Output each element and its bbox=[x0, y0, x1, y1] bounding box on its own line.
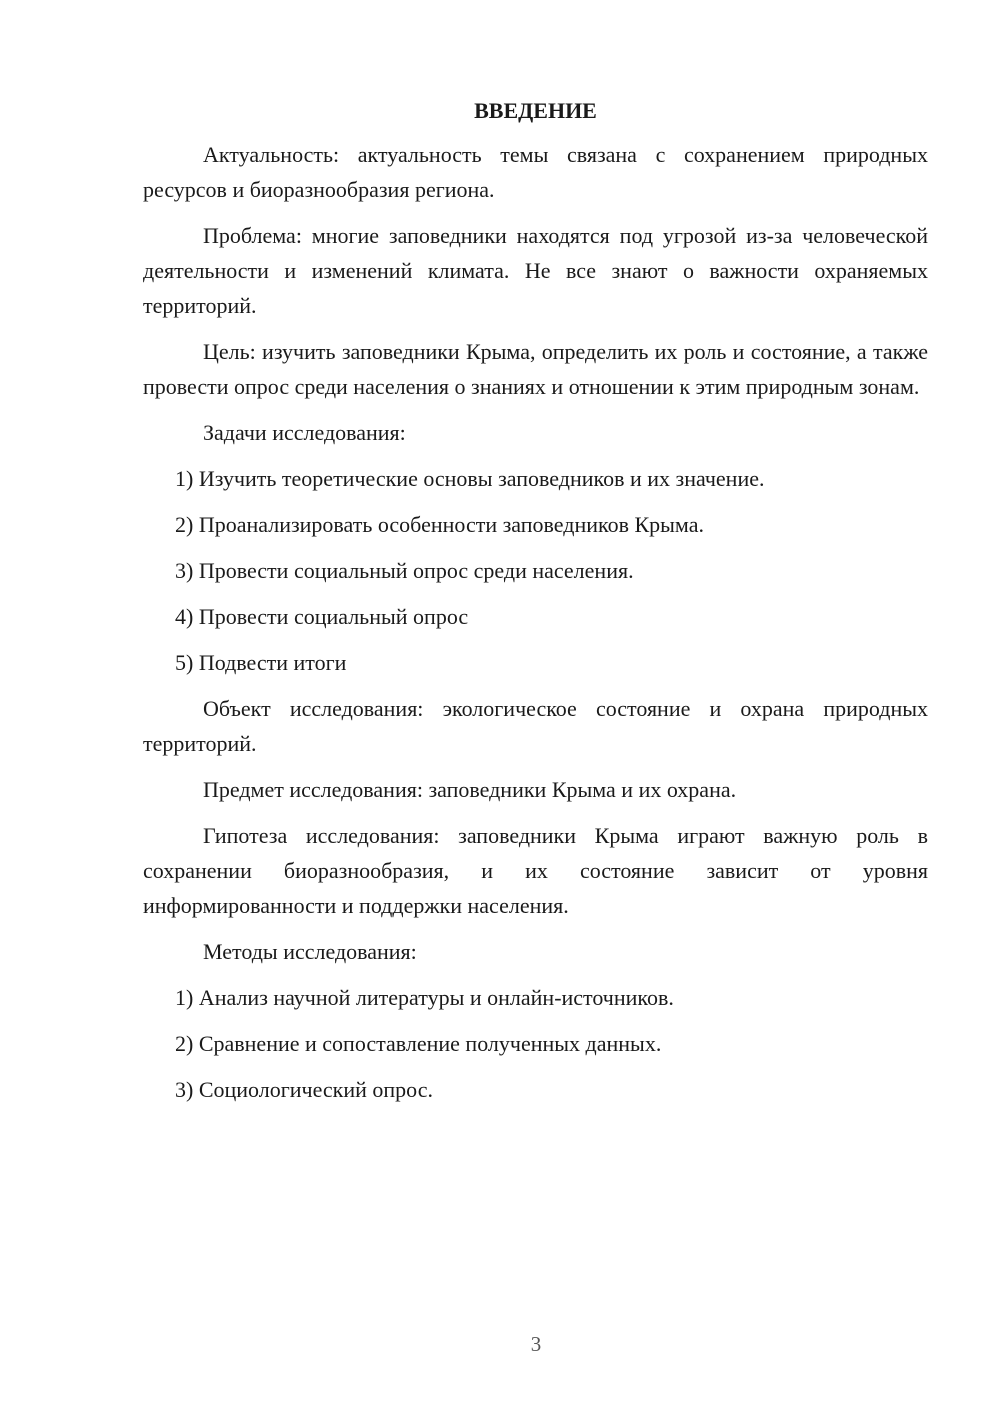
task-item: 3) Провести социальный опрос среди населения. bbox=[175, 558, 634, 583]
task-item: 1) Изучить теоретические основы заповедников и их значение. bbox=[175, 466, 765, 491]
method-item: 3) Социологический опрос. bbox=[175, 1077, 433, 1102]
page-content bbox=[143, 96, 928, 1118]
hypothesis-paragraph: Гипотеза исследования: заповедники Крыма играют важную роль в сохранении биоразнообразия, и их состояние зависит от уровня информированности и поддержки населения. bbox=[143, 823, 928, 918]
problem-paragraph: Проблема: многие заповедники находятся под угрозой из-за человеческой деятельности и изменений климата. Не все знают о важности охраняемых территорий. bbox=[143, 223, 928, 318]
section-title: ВВЕДЕНИЕ bbox=[474, 98, 597, 123]
task-item: 4) Провести социальный опрос bbox=[175, 604, 469, 629]
relevance-paragraph: Актуальность: актуальность темы связана с сохранением природных ресурсов и биоразнообразия региона. bbox=[143, 142, 928, 202]
task-item: 5) Подвести итоги bbox=[175, 650, 347, 675]
tasks-heading: Задачи исследования: bbox=[203, 420, 406, 445]
goal-paragraph: Цель: изучить заповедники Крыма, определить их роль и состояние, а также провести опрос среди населения о знаниях и отношении к этим природным зонам. bbox=[143, 339, 928, 399]
subject-paragraph: Предмет исследования: заповедники Крыма и их охрана. bbox=[203, 777, 737, 802]
task-item: 2) Проанализировать особенности заповедников Крыма. bbox=[175, 512, 704, 537]
method-item: 1) Анализ научной литературы и онлайн-источников. bbox=[175, 985, 674, 1010]
methods-heading: Методы исследования: bbox=[203, 939, 417, 964]
method-item: 2) Сравнение и сопоставление полученных данных. bbox=[175, 1031, 662, 1056]
object-paragraph: Объект исследования: экологическое состояние и охрана природных территорий. bbox=[143, 696, 928, 756]
page-number: 3 bbox=[530, 1332, 542, 1356]
